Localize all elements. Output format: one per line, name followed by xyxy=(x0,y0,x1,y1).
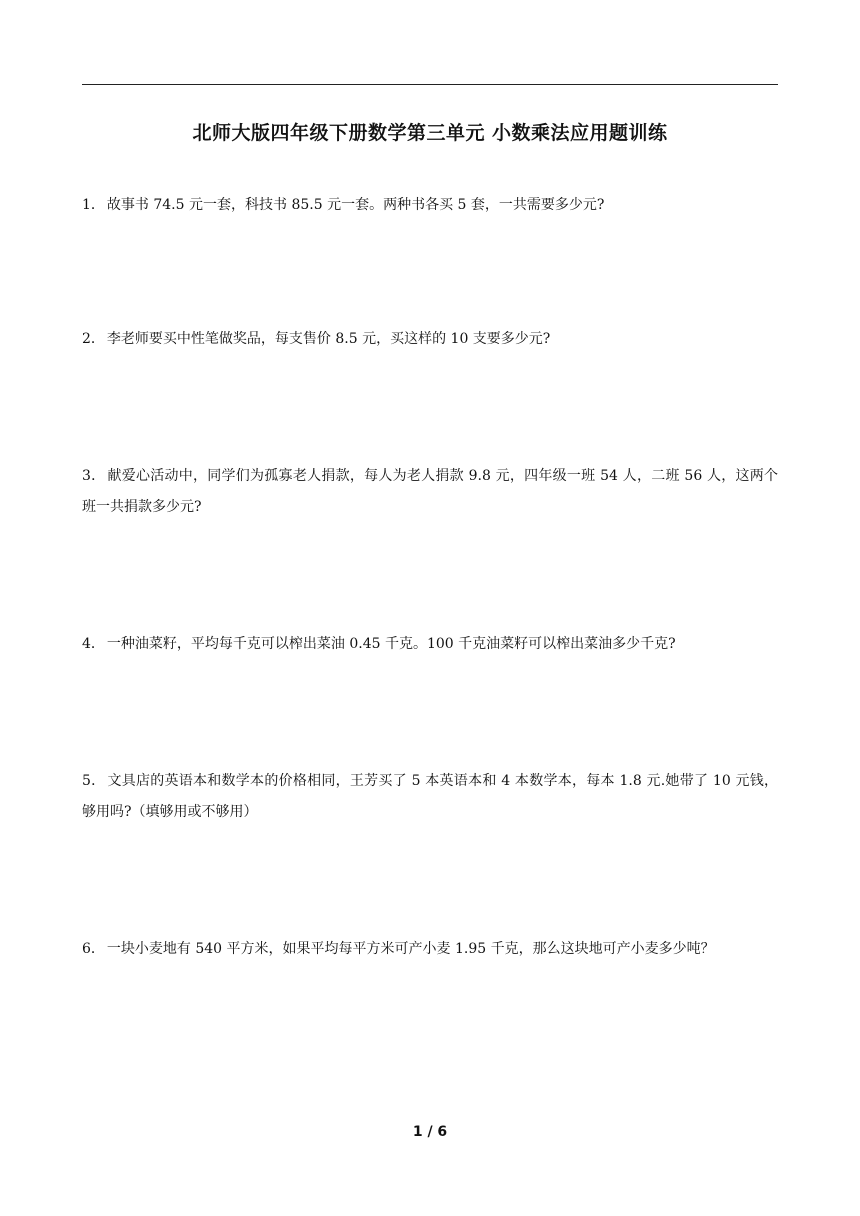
question-4 xyxy=(82,629,778,660)
question-number: 3． xyxy=(82,468,106,484)
question-number: 1． xyxy=(82,197,105,213)
question-3 xyxy=(82,461,778,523)
question-6 xyxy=(82,934,778,965)
question-text: 一块小麦地有 540 平方米，如果平均每平方米可产小麦 1.95 千克，那么这块地可产小麦多少吨？ xyxy=(106,941,715,957)
question-number: 4． xyxy=(82,636,105,652)
question-2 xyxy=(82,324,778,355)
question-number: 2． xyxy=(82,331,105,347)
question-text: 李老师要买中性笔做奖品，每支售价 8.5 元，买这样的 10 支要多少元? xyxy=(106,331,551,347)
question-text: 文具店的英语本和数学本的价格相同，王芳买了 5 本英语本和 4 本数学本，每本 1.8 元.她带了 10 元钱，够用吗?（填够用或不够用） xyxy=(82,773,778,820)
question-number: 6． xyxy=(82,941,105,957)
question-text: 故事书 74.5 元一套，科技书 85.5 元一套。两种书各买 5 套，一共需要多少元? xyxy=(106,197,605,213)
header-rule xyxy=(82,84,778,85)
page-number: 1 / 6 xyxy=(412,1124,448,1140)
question-5 xyxy=(82,766,778,828)
question-text: 一种油菜籽，平均每千克可以榨出菜油 0.45 千克。100 千克油菜籽可以榨出菜油多少千克? xyxy=(106,636,676,652)
document-title: 北师大版四年级下册数学第三单元 小数乘法应用题训练 xyxy=(192,122,668,144)
question-text: 献爱心活动中，同学们为孤寡老人捐款，每人为老人捐款 9.8 元，四年级一班 54 人，二班 56 人，这两个班一共捐款多少元? xyxy=(82,468,778,515)
question-1 xyxy=(82,190,778,221)
question-number: 5． xyxy=(82,773,106,789)
